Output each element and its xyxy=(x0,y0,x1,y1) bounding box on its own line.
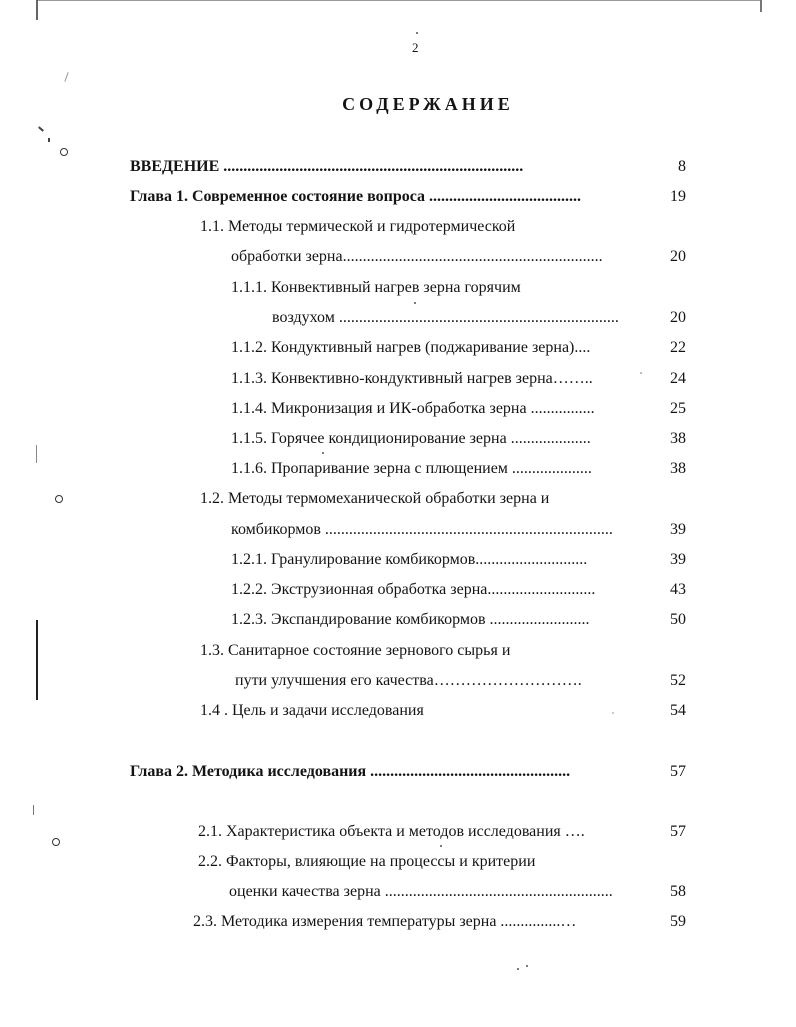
scan-speck xyxy=(416,32,418,34)
toc-entry-1-1-2: 1.1.2. Кондуктивный нагрев (поджаривание зерна).... xyxy=(231,339,591,356)
toc-entry-1-3: 1.3. Санитарное состояние зернового сырья и xyxy=(200,642,511,659)
toc-entry-1-1-1: 1.1.1. Конвективный нагрев зерна горячим xyxy=(231,279,521,296)
toc-page-number: 39 xyxy=(670,521,686,538)
scan-speck xyxy=(612,712,614,714)
toc-page-number: 19 xyxy=(670,188,686,205)
toc-page-number: 20 xyxy=(670,309,686,326)
toc-page-number: 57 xyxy=(670,763,686,780)
toc-entry-1-2: 1.2. Методы термомеханической обработки зерна и xyxy=(200,490,550,507)
toc-entry-chapter-2: Глава 2. Методика исследования .................................................. xyxy=(130,763,571,780)
toc-page-number: 38 xyxy=(670,430,686,447)
toc-page-number: 24 xyxy=(670,370,686,387)
scan-edge-line xyxy=(36,620,38,700)
toc-entry-2-1: 2.1. Характеристика объекта и методов исследования …. xyxy=(198,823,585,840)
toc-entry-1-4: 1.4 . Цель и задачи исследования xyxy=(200,702,424,719)
scan-edge-right xyxy=(760,0,762,12)
toc-page-number: 54 xyxy=(670,702,686,719)
toc-entry-1-2-3: 1.2.3. Экспандирование комбикормов ......................... xyxy=(231,611,590,628)
toc-entry-1-1-3: 1.1.3. Конвективно-кондуктивный нагрев зерна…….. xyxy=(231,370,593,387)
toc-entry-chapter-1: Глава 1. Современное состояние вопроса ...................................... xyxy=(130,188,582,205)
toc-entry-1-2-cont: комбикормов ........................................................................ xyxy=(231,521,613,538)
scan-mark xyxy=(48,138,50,142)
scan-speck xyxy=(414,302,416,304)
toc-page-number: 50 xyxy=(670,611,686,628)
toc-page-number: 59 xyxy=(670,913,686,930)
toc-page-number: 52 xyxy=(670,672,686,689)
toc-entry-1-3-cont: пути улучшения его качества………………………. xyxy=(235,672,582,689)
scan-mark xyxy=(38,126,44,131)
scan-edge-top xyxy=(36,0,762,1)
toc-page-number: 58 xyxy=(670,883,686,900)
toc-page-number: 25 xyxy=(670,400,686,417)
toc-page-number: 57 xyxy=(670,823,686,840)
scan-speck xyxy=(322,452,324,454)
scan-speck xyxy=(440,845,442,847)
toc-page-number: 8 xyxy=(678,158,686,175)
toc-entry-1-1-5: 1.1.5. Горячее кондиционирование зерна .................... xyxy=(231,430,591,447)
toc-entry-1-1-1-cont: воздухом ...................................................................... xyxy=(272,309,619,326)
toc-page-number: 39 xyxy=(670,551,686,568)
punch-hole-mark xyxy=(55,495,63,503)
toc-entry-1-2-1: 1.2.1. Гранулирование комбикормов............................ xyxy=(231,551,588,568)
toc-entry-2-2-cont: оценки качества зерна ......................................................... xyxy=(229,883,613,900)
toc-page-number: 20 xyxy=(670,248,686,265)
toc-page-number: 22 xyxy=(670,339,686,356)
toc-entry-introduction: ВВЕДЕНИЕ ........................................................................... xyxy=(130,158,524,175)
scan-edge-line xyxy=(33,805,34,815)
toc-entry-2-2: 2.2. Факторы, влияющие на процессы и критерии xyxy=(198,853,536,870)
toc-page-number: 38 xyxy=(670,460,686,477)
toc-entry-2-3: 2.3. Методика измерения температуры зерна ...............… xyxy=(193,913,577,930)
toc-entry-1-2-2: 1.2.2. Экструзионная обработка зерна........................... xyxy=(231,581,596,598)
toc-entry-1-1-6: 1.1.6. Пропаривание зерна с плющением .................... xyxy=(231,460,592,477)
toc-page-number: 43 xyxy=(670,581,686,598)
page-number: 2 xyxy=(412,40,419,55)
toc-entry-1-1: 1.1. Методы термической и гидротермической xyxy=(200,218,516,235)
toc-entry-1-1-cont: обработки зерна................................................................. xyxy=(231,248,603,265)
scan-speck xyxy=(526,965,528,967)
scan-edge-line xyxy=(36,445,37,463)
scan-edge-left xyxy=(36,0,38,20)
page-title: СОДЕРЖАНИЕ xyxy=(342,94,514,114)
scan-speck xyxy=(640,372,642,374)
punch-hole-mark xyxy=(60,148,68,156)
toc-entry-1-1-4: 1.1.4. Микронизация и ИК-обработка зерна ................ xyxy=(231,400,595,417)
punch-hole-mark xyxy=(52,838,60,846)
scan-mark xyxy=(64,72,68,82)
scan-speck xyxy=(517,968,519,970)
